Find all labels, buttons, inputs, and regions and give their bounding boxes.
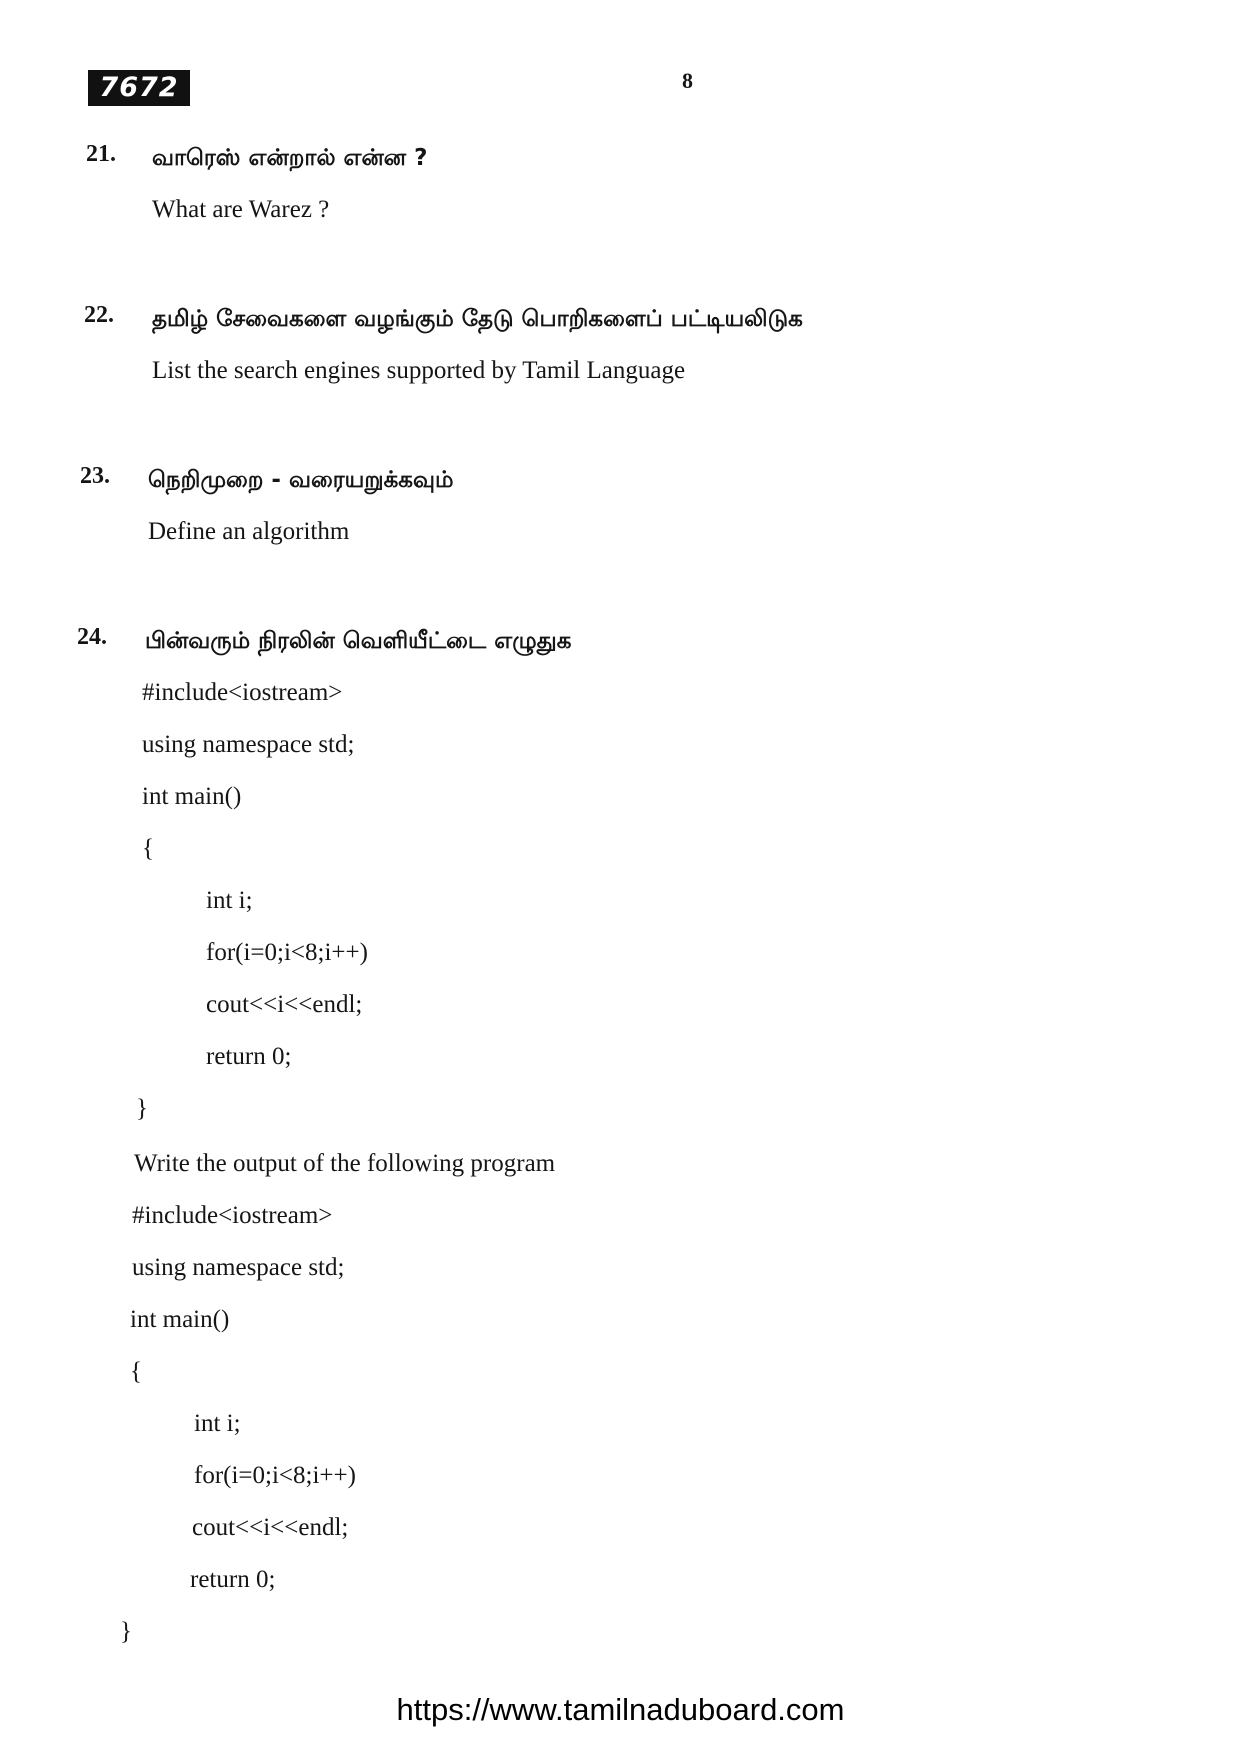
question-23-number: 23. <box>80 463 110 489</box>
question-23-english: Define an algorithm <box>148 518 350 545</box>
code-2-line-8: return 0; <box>190 1566 276 1593</box>
code-1-line-5: int i; <box>206 887 253 914</box>
question-21-tamil: வாரெஸ் என்றால் என்ன ? <box>152 145 428 171</box>
question-24-english: Write the output of the following program <box>134 1150 556 1177</box>
code-2-line-3: int main() <box>130 1306 230 1333</box>
paper-code-badge: 7672 <box>88 70 190 106</box>
question-24-tamil: பின்வரும் நிரலின் வெளியீட்டை எழுதுக <box>145 628 572 654</box>
code-1-line-4: { <box>142 835 154 862</box>
code-2-line-4: { <box>130 1358 142 1385</box>
code-2-line-2: using namespace std; <box>132 1254 345 1281</box>
code-2-line-1: #include<iostream> <box>132 1202 333 1229</box>
code-1-line-7: cout<<i<<endl; <box>206 991 363 1018</box>
code-1-line-6: for(i=0;i<8;i++) <box>206 939 368 966</box>
question-23-tamil: நெறிமுறை - வரையறுக்கவும் <box>148 467 454 493</box>
code-1-line-2: using namespace std; <box>142 731 355 758</box>
code-1-line-3: int main() <box>142 783 242 810</box>
code-2-line-5: int i; <box>194 1410 241 1437</box>
code-2-line-7: cout<<i<<endl; <box>192 1514 349 1541</box>
question-22-tamil: தமிழ் சேவைகளை வழங்கும் தேடு பொறிகளைப் பட்டியலிடுக <box>152 306 803 332</box>
code-1-line-1: #include<iostream> <box>142 679 343 706</box>
code-1-line-8: return 0; <box>206 1043 292 1070</box>
question-21-number: 21. <box>86 141 116 167</box>
question-24-number: 24. <box>77 624 107 650</box>
question-22-english: List the search engines supported by Tamil Language <box>152 357 686 384</box>
code-2-line-9: } <box>120 1618 132 1645</box>
question-21-english: What are Warez ? <box>152 196 330 223</box>
footer-url: https://www.tamilnaduboard.com <box>396 1692 845 1727</box>
page-number: 8 <box>682 68 693 93</box>
code-1-line-9: } <box>136 1095 148 1122</box>
code-2-line-6: for(i=0;i<8;i++) <box>194 1462 356 1489</box>
question-22-number: 22. <box>84 302 114 328</box>
